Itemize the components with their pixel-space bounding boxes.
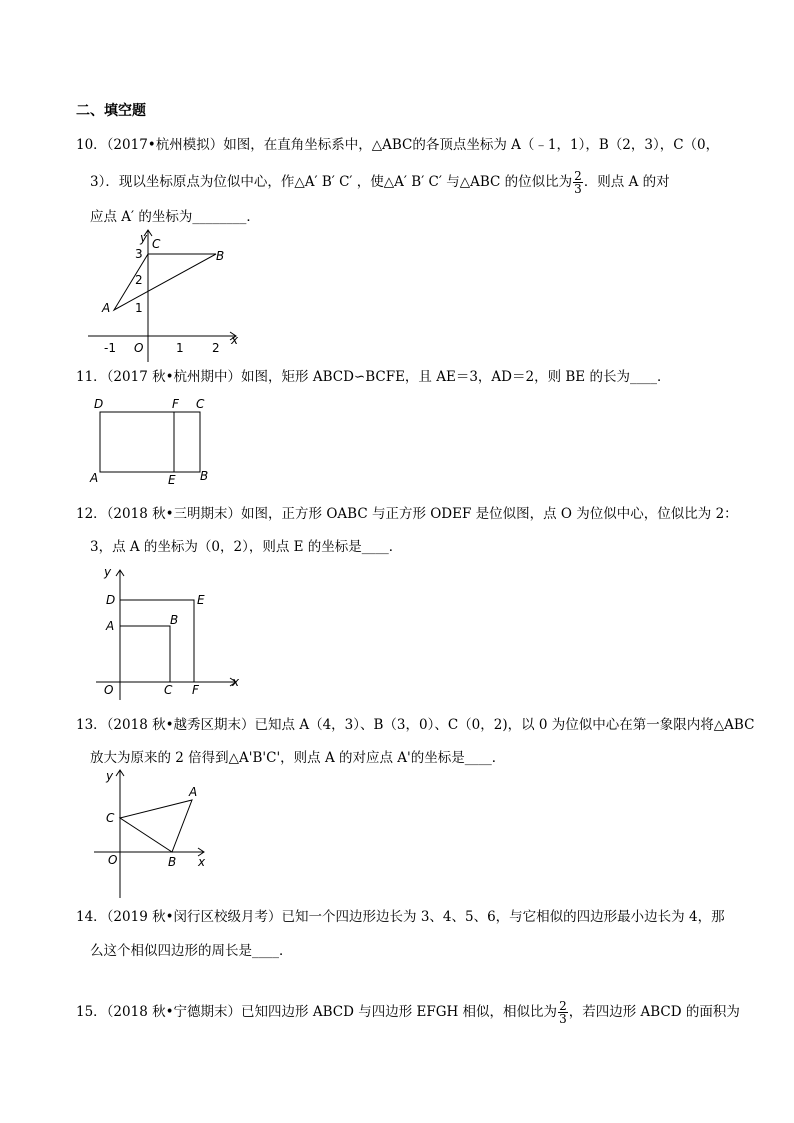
- q10-x-label: x: [231, 333, 239, 347]
- q12-square-odef: [120, 600, 194, 682]
- q12-label-e: E: [197, 593, 205, 607]
- q15-line1-b: ，若四边形 ABCD 的面积为: [568, 1004, 740, 1020]
- q12-square-oabc: [120, 626, 170, 682]
- q13-label-a: A: [189, 785, 198, 799]
- q11-label-a: A: [90, 471, 99, 485]
- q10-line2: [90, 170, 670, 195]
- q13-figure: [94, 766, 214, 898]
- q10-xtick-1: 1: [176, 341, 184, 355]
- q13-triangle: [120, 800, 192, 852]
- q12-label-x: x: [232, 675, 240, 689]
- q11-label-d: D: [94, 397, 104, 411]
- q10-frac-den: 3: [574, 182, 582, 196]
- q14-line2: 么这个相似四边形的周长是____．: [90, 943, 293, 959]
- q10-xtick-neg1: -1: [104, 341, 116, 355]
- q10-line1: 10．（2017•杭州模拟）如图，在直角坐标系中，△ABC的各顶点坐标为 A（﹣1，1），B（2，3），C（0，: [76, 137, 720, 153]
- q12-label-d: D: [106, 593, 116, 607]
- q13-label-b: B: [168, 855, 177, 869]
- q13-label-y: y: [106, 769, 114, 783]
- q13-label-x: x: [198, 855, 206, 869]
- q12-line1: 12．（2018 秋•三明期末）如图，正方形 OABC 与正方形 ODEF 是位似图，点 O 为位似中心，位似比为 2：: [76, 506, 738, 522]
- q10-ytick-2: 2: [135, 273, 143, 287]
- q12-label-y: y: [104, 565, 112, 579]
- q10-triangle: [114, 254, 216, 310]
- q13-line1: 13．（2018 秋•越秀区期末）已知点 A（4，3）、B（3，0）、C（0，2)，以 0 为位似中心在第一象限内将△ABC: [76, 717, 755, 733]
- q15-line1: [76, 1000, 740, 1025]
- q15-frac-num: 2: [559, 999, 567, 1013]
- q11-figure: [88, 396, 218, 488]
- q10-label-c: C: [152, 237, 161, 251]
- q10-label-b: B: [216, 249, 225, 263]
- q10-y-label: y: [140, 231, 148, 245]
- q13-label-o: O: [108, 853, 118, 867]
- q11-label-c: C: [196, 397, 205, 411]
- q11-label-f: F: [172, 397, 179, 411]
- q10-figure: [88, 226, 248, 362]
- q14-line1: 14．（2019 秋•闵行区校级月考）已知一个四边形边长为 3、4、5、6，与它相似的四边形最小边长为 4，那: [76, 909, 725, 925]
- q11-label-e: E: [168, 473, 176, 487]
- q10-line3: 应点 A′ 的坐标为________．: [90, 209, 260, 225]
- q10-ytick-3: 3: [135, 247, 143, 261]
- q11-label-b: B: [200, 469, 209, 483]
- q12-label-f: F: [192, 683, 199, 697]
- q12-label-c: C: [164, 683, 173, 697]
- q11-line1: 11．（2017 秋•杭州期中）如图，矩形 ABCD∽BCFE，且 AE＝3，AD＝2，则 BE 的长为____．: [76, 369, 671, 385]
- q13-label-c: C: [106, 811, 115, 825]
- q10-origin: O: [134, 341, 144, 355]
- q12-label-a: A: [106, 619, 115, 633]
- q10-xtick-2: 2: [212, 341, 220, 355]
- section-title: 二、填空题: [76, 103, 146, 119]
- q10-frac-num: 2: [574, 169, 582, 183]
- q12-line2: 3，点 A 的坐标为（0，2），则点 E 的坐标是____．: [90, 539, 403, 555]
- q12-label-b: B: [170, 613, 179, 627]
- q10-fraction: [573, 170, 583, 195]
- q10-line2-a: 3）．现以坐标原点为位似中心，作△A′ B′ C′ ，使△A′ B′ C′ 与△ABC 的位似比为: [90, 174, 573, 190]
- q13-line2: 放大为原来的 2 倍得到△A'B'C'，则点 A 的对应点 A'的坐标是____．: [90, 750, 506, 766]
- q15-line1-a: 15．（2018 秋•宁德期末）已知四边形 ABCD 与四边形 EFGH 相似，相似比为: [76, 1004, 558, 1020]
- q15-frac-den: 3: [559, 1012, 567, 1026]
- q10-ytick-1: 1: [135, 301, 143, 315]
- q11-rectangle: [100, 412, 200, 472]
- q15-fraction: [558, 1000, 568, 1025]
- q10-label-a: A: [102, 301, 111, 315]
- q10-line2-b: ．则点 A 的对: [583, 174, 670, 190]
- q12-label-o: O: [104, 683, 114, 697]
- q12-figure: [96, 564, 246, 700]
